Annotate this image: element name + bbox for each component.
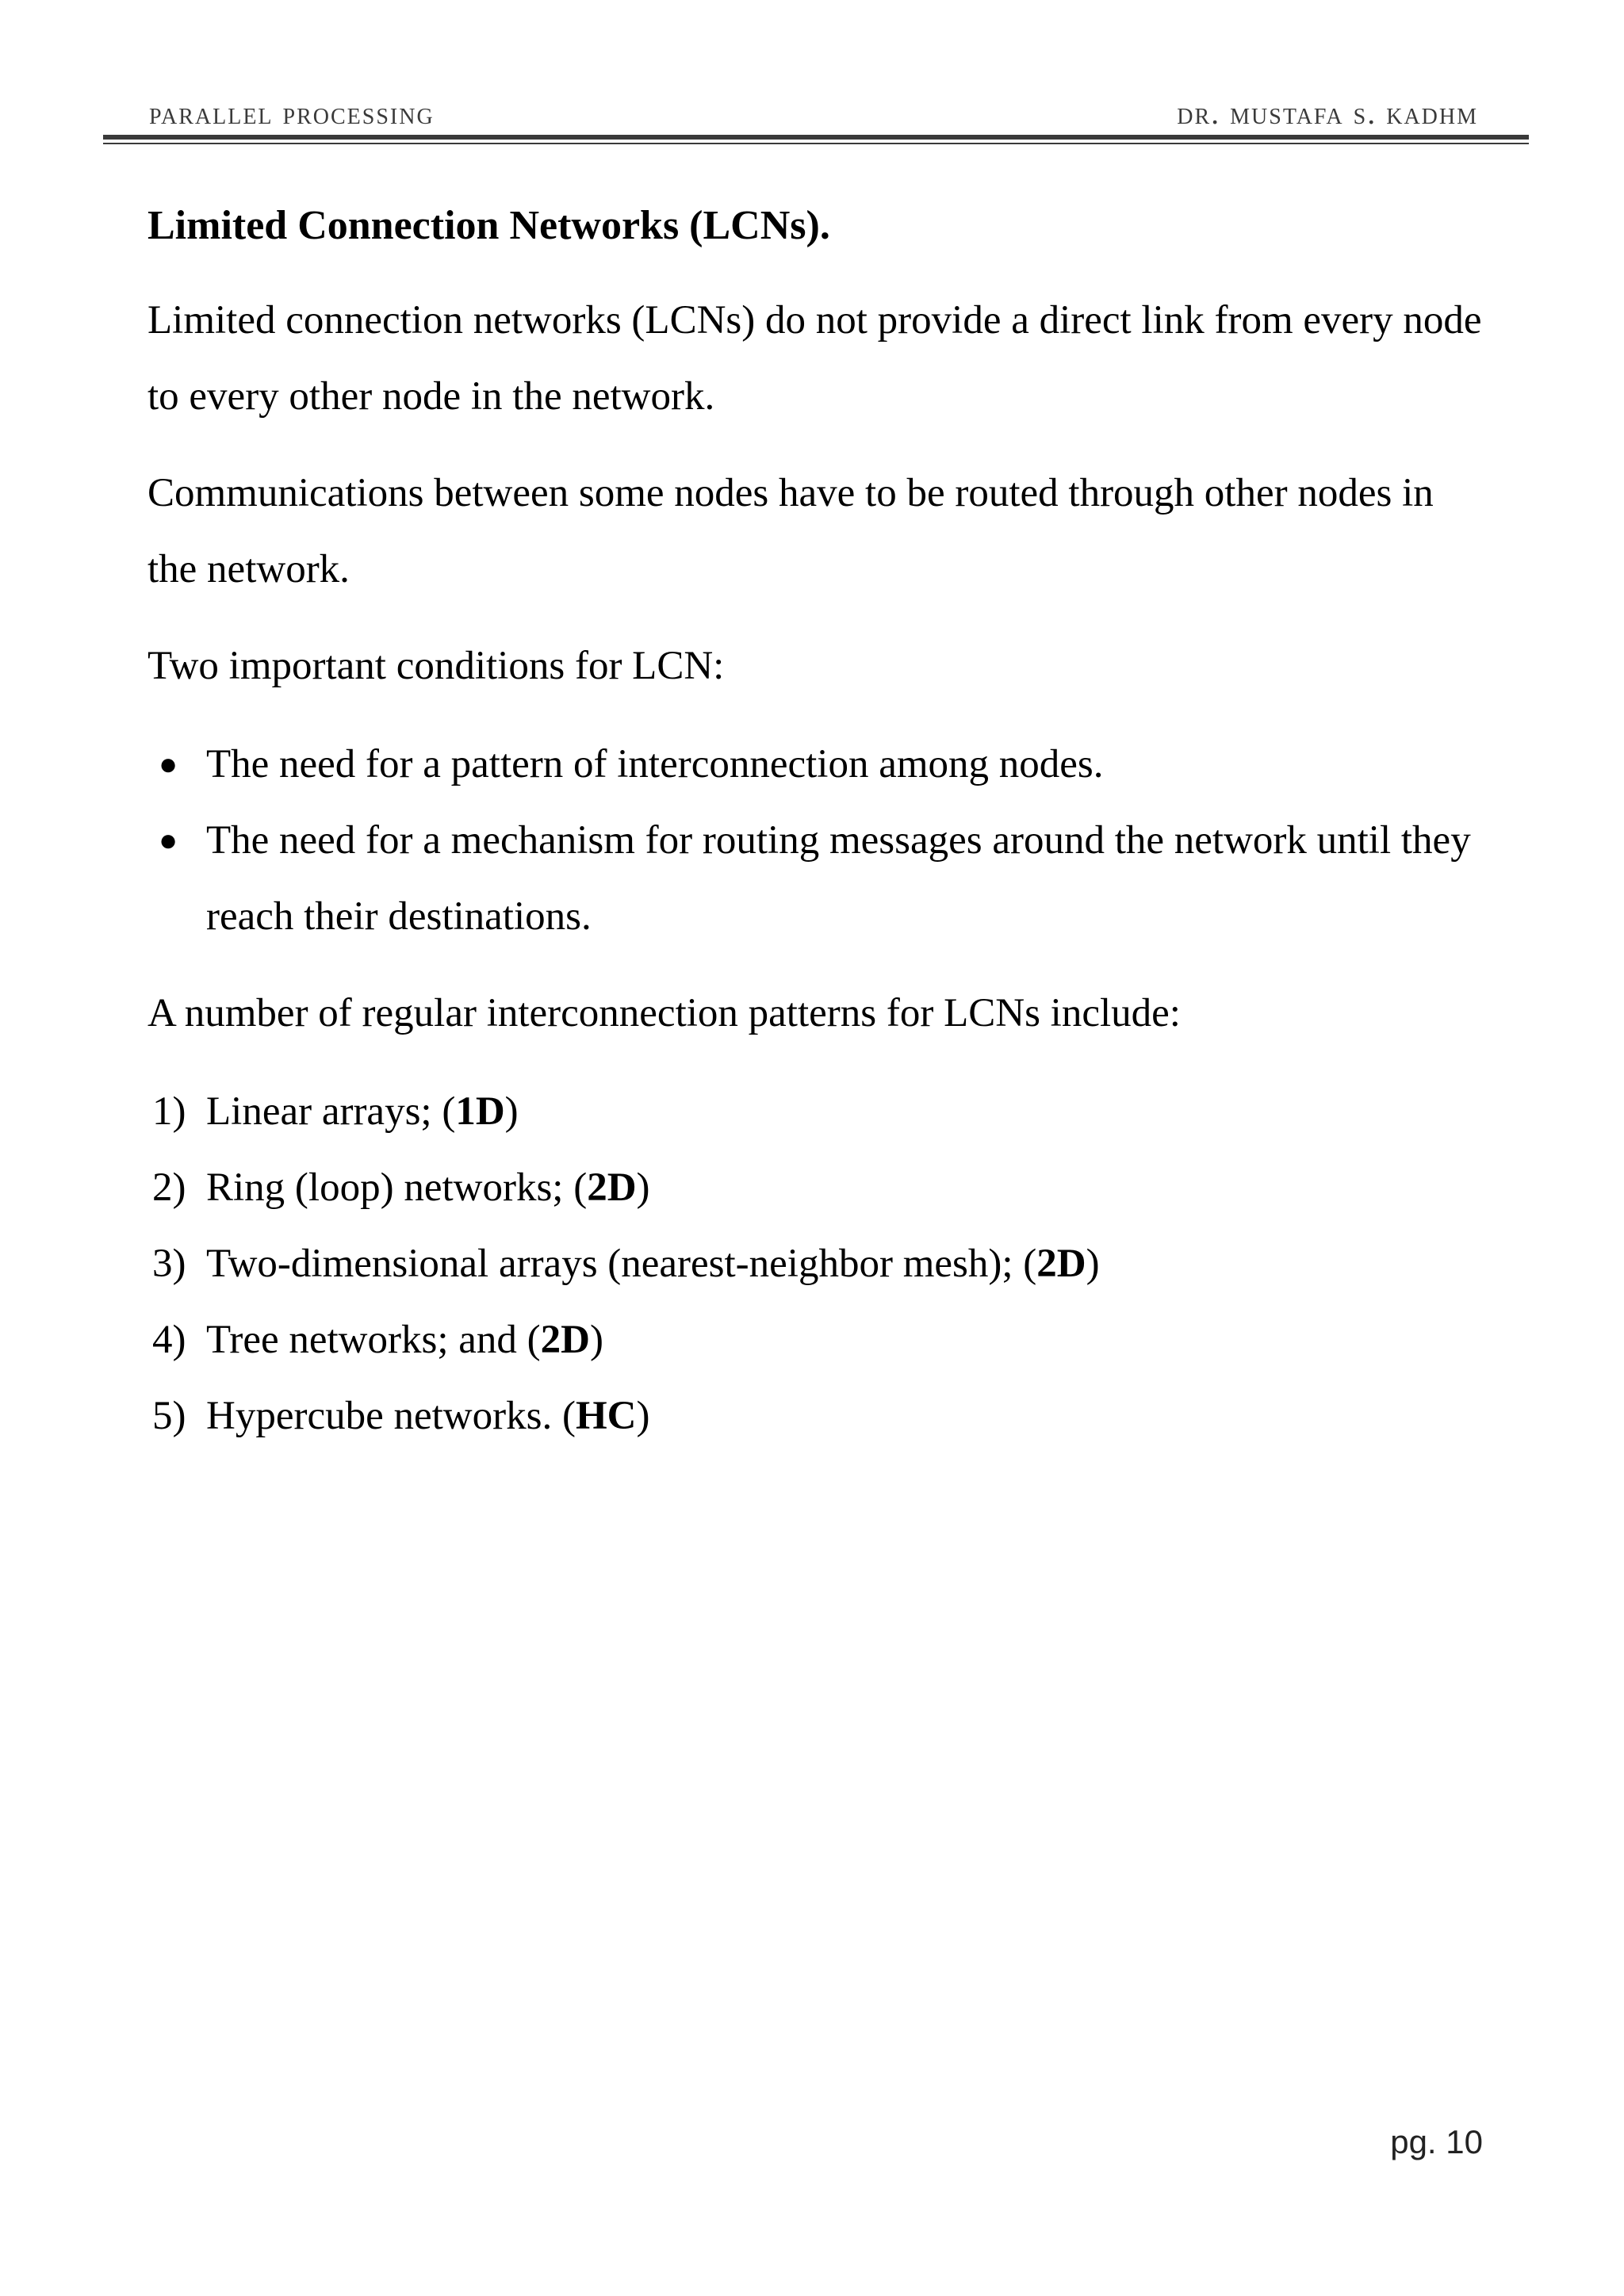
header-course-title: parallel processing: [149, 95, 435, 131]
conditions-list: [147, 726, 1488, 955]
paragraph-definition: Limited connection networks (LCNs) do not provide a direct link from every node to every other node in the network.: [147, 298, 1482, 419]
item-number: 2): [152, 1165, 186, 1210]
bullet-icon: ●: [159, 822, 178, 858]
item-close: ): [636, 1165, 650, 1210]
paragraph-conditions-intro: Two important conditions for LCN:: [147, 644, 725, 688]
item-tag: 1D: [455, 1089, 505, 1134]
section-title: Limited Connection Networks (LCNs).: [147, 203, 830, 248]
item-close: ): [1086, 1242, 1100, 1286]
paragraph-routing: Communications between some nodes have to be routed through other nodes in the network.: [147, 471, 1434, 591]
bullet-text: The need for a mechanism for routing messages around the network until they reach their destinations.: [206, 818, 1471, 939]
item-number: 5): [152, 1394, 186, 1438]
page-number: pg. 10: [1390, 2123, 1483, 2160]
item-tag: 2D: [1036, 1242, 1086, 1286]
item-number: 1): [152, 1089, 186, 1134]
page-content: [147, 190, 1488, 1454]
item-tag: 2D: [540, 1318, 590, 1362]
item-close: ): [504, 1089, 519, 1134]
header-author: dr. mustafa s. kadhm: [1177, 95, 1478, 131]
header-rule-thin: [103, 143, 1529, 144]
header-rule: [103, 135, 1529, 140]
bullet-text: The need for a pattern of interconnection among nodes.: [206, 742, 1104, 786]
bullet-icon: ●: [159, 746, 178, 782]
list-item: [147, 1226, 1488, 1302]
item-number: 4): [152, 1318, 186, 1362]
item-close: ): [589, 1318, 603, 1362]
item-text: Hypercube networks. (: [206, 1394, 576, 1438]
page-header: [149, 94, 1478, 133]
item-text: Two-dimensional arrays (nearest-neighbor mesh); (: [206, 1242, 1037, 1286]
item-tag: HC: [575, 1394, 637, 1438]
item-close: ): [636, 1394, 650, 1438]
list-item: [147, 1378, 1488, 1454]
paragraph-patterns-intro: A number of regular interconnection patterns for LCNs include:: [147, 991, 1181, 1035]
item-text: Linear arrays; (: [206, 1089, 456, 1134]
patterns-list: [147, 1073, 1488, 1454]
list-item: [147, 1150, 1488, 1226]
list-item: [147, 1302, 1488, 1378]
list-item: [147, 802, 1488, 955]
item-text: Tree networks; and (: [206, 1318, 541, 1362]
list-item: [147, 726, 1488, 802]
list-item: [147, 1073, 1488, 1150]
item-tag: 2D: [587, 1165, 637, 1210]
item-number: 3): [152, 1242, 186, 1286]
item-text: Ring (loop) networks; (: [206, 1165, 588, 1210]
